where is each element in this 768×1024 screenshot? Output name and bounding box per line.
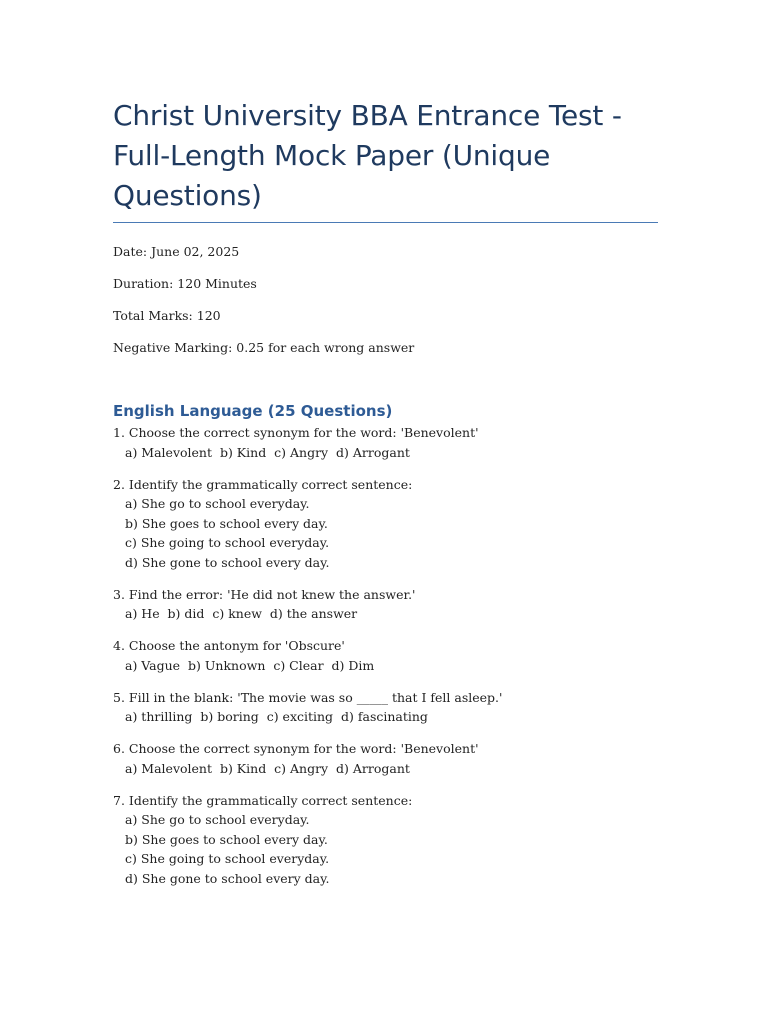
exam-details xyxy=(113,244,658,356)
question-text: 3. Find the error: 'He did not knew the answer.' xyxy=(113,586,416,602)
question-item xyxy=(113,636,658,675)
question-options: a) She go to school everyday. xyxy=(125,812,310,827)
question-text: 5. Fill in the blank: 'The movie was so _____ that I fell asleep.' xyxy=(113,689,503,705)
question-item xyxy=(113,585,658,624)
question-text: 1. Choose the correct synonym for the word: 'Benevolent' xyxy=(113,425,479,440)
question-text: 6. Choose the correct synonym for the word: 'Benevolent' xyxy=(113,741,479,756)
question-item xyxy=(113,739,658,778)
question-options: c) She going to school everyday. xyxy=(125,851,330,866)
question-options: d) She gone to school every day. xyxy=(125,554,330,570)
question-options: b) She goes to school every day. xyxy=(125,515,328,531)
question-options: a) Malevolent b) Kind c) Angry d) Arrogant xyxy=(125,444,410,460)
question-options: d) She gone to school every day. xyxy=(125,870,330,886)
question-text: 4. Choose the antonym for 'Obscure' xyxy=(113,638,345,653)
exam-duration: Duration: 120 Minutes xyxy=(113,276,257,291)
question-item xyxy=(113,791,658,889)
question-list xyxy=(113,423,658,888)
exam-negative-marking: Negative Marking: 0.25 for each wrong answer xyxy=(113,340,415,355)
question-item xyxy=(113,475,658,573)
question-options: a) He b) did c) knew d) the answer xyxy=(125,606,358,621)
exam-date: Date: June 02, 2025 xyxy=(113,244,240,259)
question-options: a) She go to school everyday. xyxy=(125,496,310,511)
question-options: c) She going to school everyday. xyxy=(125,535,330,550)
document-page xyxy=(113,96,658,901)
question-text: 2. Identify the grammatically correct sentence: xyxy=(113,476,413,492)
question-item xyxy=(113,688,658,727)
question-options: b) She goes to school every day. xyxy=(125,831,328,847)
question-item xyxy=(113,423,658,462)
question-options: a) Malevolent b) Kind c) Angry d) Arrogant xyxy=(125,760,410,776)
exam-total-marks: Total Marks: 120 xyxy=(113,308,221,323)
document-title: Christ University BBA Entrance Test - Full-Length Mock Paper (Unique Questions) xyxy=(113,96,658,223)
question-text: 7. Identify the grammatically correct sentence: xyxy=(113,792,413,808)
section-heading: English Language (25 Questions) xyxy=(113,402,393,420)
question-options: a) Vague b) Unknown c) Clear d) Dim xyxy=(125,657,375,673)
question-options: a) thrilling b) boring c) exciting d) fascinating xyxy=(125,709,428,724)
